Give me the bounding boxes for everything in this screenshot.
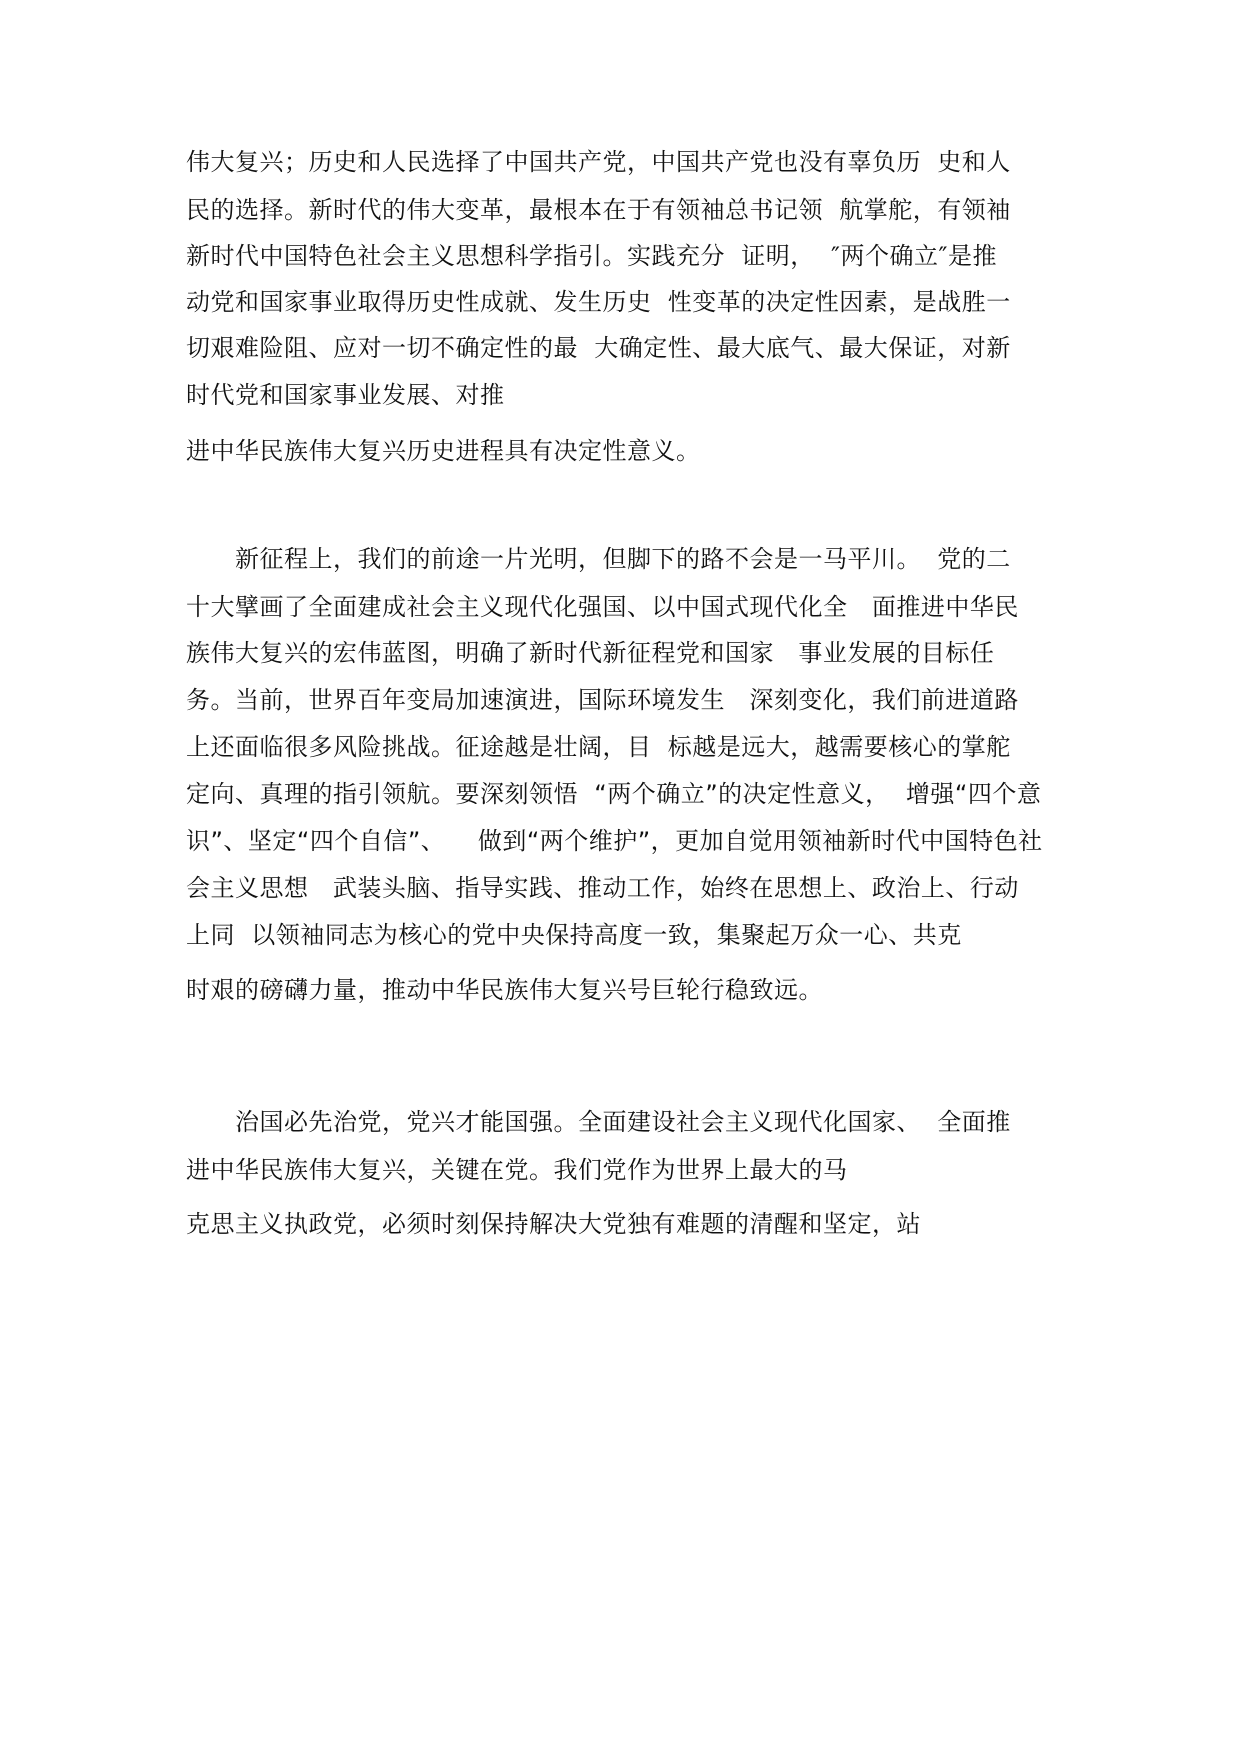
text-line: 克思主义执政党，必须时刻保持解决大党独有难题的清醒和坚定，站 (186, 1210, 921, 1238)
text-line: 动党和国家事业取得历史性成就、发生历史 性变革的决定性因素，是战胜一 (186, 288, 1011, 316)
text-line: 族伟大复兴的宏伟蓝图，明确了新时代新征程党和国家 事业发展的目标任 (186, 639, 995, 667)
text-line: 上还面临很多风险挑战。征途越是壮阔，目 标越是远大，越需要核心的掌舵 (186, 733, 1011, 761)
text-line: 定向、真理的指引领航。要深刻领悟 “两个确立”的决定性意义， 增强“四个意 (186, 780, 1042, 808)
text-line: 时艰的磅礴力量，推动中华民族伟大复兴号巨轮行稳致远。 (186, 976, 823, 1004)
text-line: 治国必先治党，党兴才能国强。全面建设社会主义现代化国家、 全面推 (186, 1108, 1011, 1136)
text-line: 上同 以领袖同志为核心的党中央保持高度一致，集聚起万众一心、共克 (186, 921, 962, 949)
text-line: 民的选择。新时代的伟大变革，最根本在于有领袖总书记领 航掌舵，有领袖 (186, 196, 1011, 224)
text-line: 十大擘画了全面建成社会主义现代化强国、以中国式现代化全 面推进中华民 (186, 593, 1019, 621)
text-line: 进中华民族伟大复兴，关键在党。我们党作为世界上最大的马 (186, 1156, 848, 1184)
text-line: 时代党和国家事业发展、对推 (186, 381, 505, 409)
text-line: 务。当前，世界百年变局加速演进，国际环境发生 深刻变化，我们前进道路 (186, 686, 1019, 714)
text-line: 新时代中国特色社会主义思想科学指引。实践充分 证明， ″两个确立″是推 (186, 242, 997, 270)
text-line: 会主义思想 武装头脑、指导实践、推动工作，始终在思想上、政治上、行动 (186, 874, 1019, 902)
text-line: 伟大复兴；历史和人民选择了中国共产党，中国共产党也没有辜负历 史和人 (186, 148, 1011, 176)
text-line: 识”、坚定“四个自信”、 做到“两个维护”，更加自觉用领袖新时代中国特色社 (186, 827, 1043, 855)
text-line: 切艰难险阻、应对一切不确定性的最 大确定性、最大底气、最大保证，对新 (186, 334, 1011, 362)
text-line: 新征程上，我们的前途一片光明，但脚下的路不会是一马平川。 党的二 (186, 545, 1011, 573)
text-line: 进中华民族伟大复兴历史进程具有决定性意义。 (186, 437, 701, 465)
